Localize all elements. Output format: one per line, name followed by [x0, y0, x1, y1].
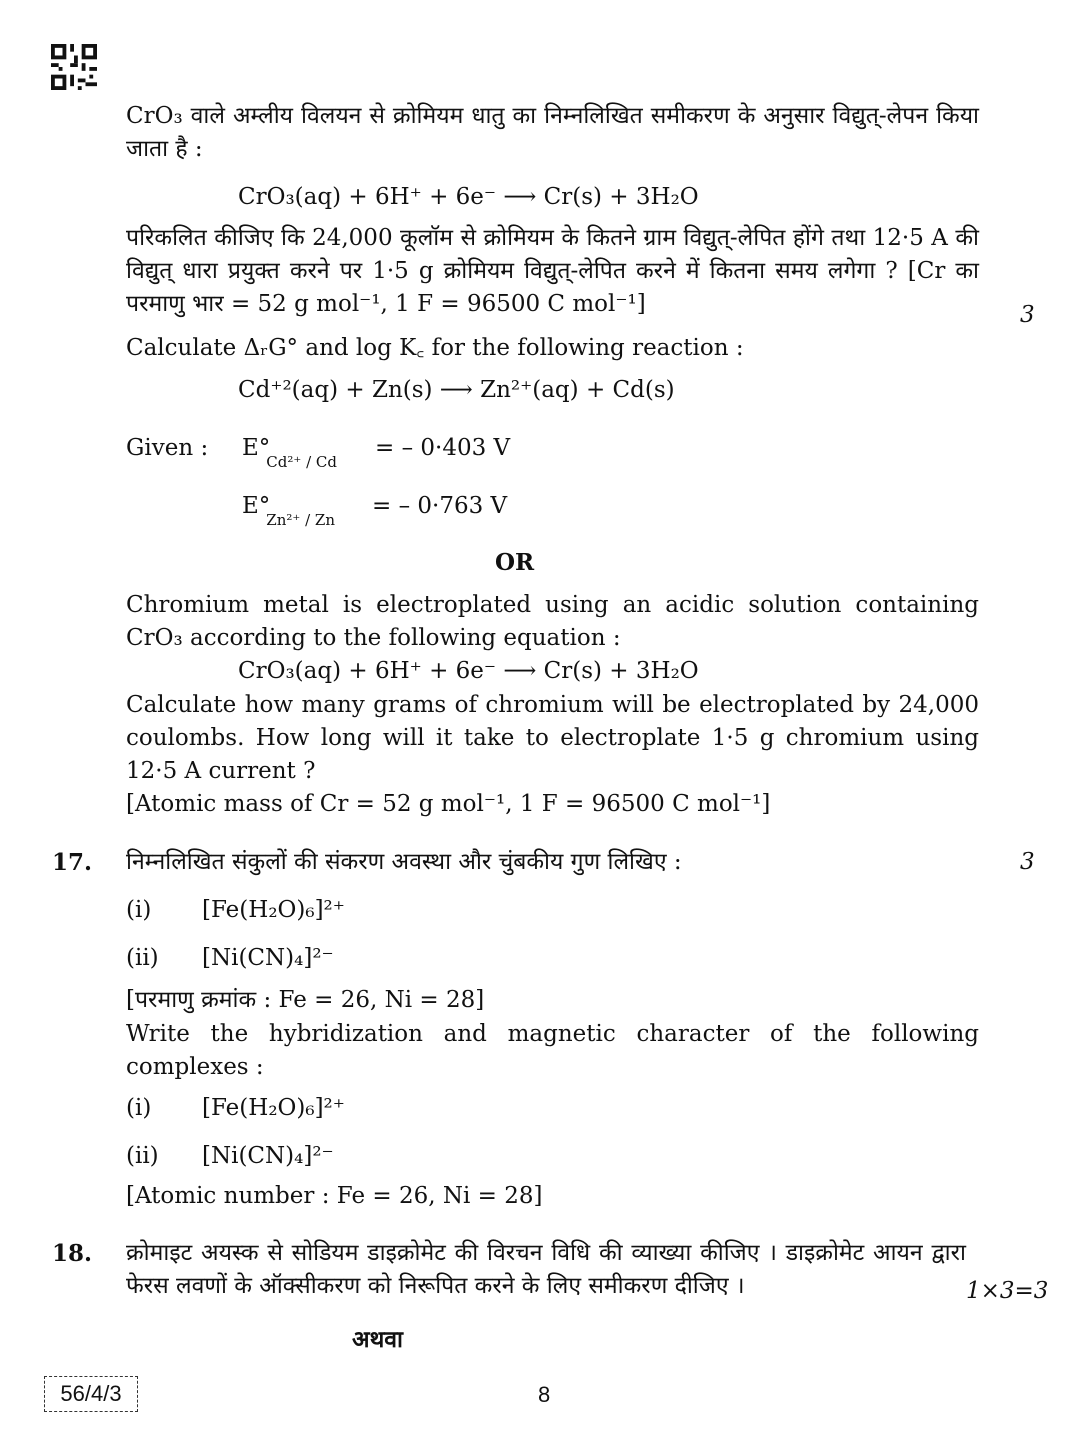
e-zn-value: = – 0·763 V [372, 493, 508, 519]
electroplating-equation-hindi: CrO₃(aq) + 6H⁺ + 6e⁻ ⟶ Cr(s) + 3H₂O [238, 184, 699, 210]
q18-marks: 1×3=3 [966, 1278, 1049, 1304]
q17-marks: 3 [1020, 849, 1035, 875]
q17-hindi-note: [परमाणु क्रमांक : Fe = 26, Ni = 28] [126, 987, 485, 1013]
atomic-mass-note: [Atomic mass of Cr = 52 g mol⁻¹, 1 F = 96500 C mol⁻¹] [126, 791, 771, 817]
q17-hi-item-i-label: (i) [126, 897, 152, 923]
intro-hindi-paragraph: परिकलित कीजिए कि 24,000 कूलॉम से क्रोमियम के कितने ग्राम विद्युत्-लेपित होंगे तथा 12·5 A की विद्युत् धारा प्रयुक्त करने पर 1·5 g क्रोमियम विद्युत्-लेपित करने में कितना समय लगेगा ? [Cr का परमाणु भार = 52 g mol⁻¹, 1 F = 96500 C mol⁻¹] [126, 225, 979, 317]
q17-english-text: Write the hybridization and magnetic character of the following complexes : [126, 1021, 979, 1080]
e-cd-value: = – 0·403 V [375, 435, 511, 461]
or-hindi-heading: अथवा [352, 1326, 404, 1353]
q17-hindi-text: निम्नलिखित संकुलों की संकरण अवस्था और चुंबकीय गुण लिखिए : [126, 849, 682, 875]
q17-en-item-ii-formula: [Ni(CN)₄]²⁻ [202, 1143, 334, 1169]
e-cd-subscript: Cd²⁺ / Cd [266, 453, 337, 471]
e-zn-subscript: Zn²⁺ / Zn [266, 511, 335, 529]
q18-hindi-text: क्रोमाइट अयस्क से सोडियम डाइक्रोमेट की विरचन विधि की व्याख्या कीजिए । डाइक्रोमेट आयन द्वारा फेरस लवणों के ऑक्सीकरण को निरूपित करने के लिए समीकरण दीजिए । [126, 1240, 966, 1299]
e-zn-e: E° [242, 493, 271, 519]
english-para-2: Calculate how many grams of chromium will be electroplated by 24,000 coulombs. How long will it take to electroplate 1·5 g chromium using 12·5 A current ? [126, 692, 979, 784]
electroplating-equation-english: CrO₃(aq) + 6H⁺ + 6e⁻ ⟶ Cr(s) + 3H₂O [238, 658, 699, 684]
q17-en-item-i-formula: [Fe(H₂O)₆]²⁺ [202, 1095, 345, 1121]
reaction-equation: Cd⁺²(aq) + Zn(s) ⟶ Zn²⁺(aq) + Cd(s) [238, 377, 675, 403]
english-para-1: Chromium metal is electroplated using an acidic solution containing CrO₃ according to the following equation : [126, 592, 979, 651]
given-label: Given : [126, 435, 209, 461]
q17-hi-item-ii-label: (ii) [126, 945, 159, 971]
q17-hi-item-i-formula: [Fe(H₂O)₆]²⁺ [202, 897, 345, 923]
e-cd-symbol [242, 432, 341, 471]
question-number-18: 18. [52, 1240, 93, 1267]
page-number: 8 [538, 1382, 551, 1407]
question-number-17: 17. [52, 849, 93, 876]
qr-code [50, 44, 98, 90]
q17-en-item-ii-label: (ii) [126, 1143, 159, 1169]
e-zn-symbol [242, 490, 339, 529]
calculate-line: Calculate ΔᵣG° and log K꜀ for the following reaction : [126, 335, 744, 361]
e-cd-e: E° [242, 435, 271, 461]
or-heading: OR [495, 549, 535, 576]
paper-code-box: 56/4/3 [44, 1376, 138, 1412]
intro-hindi-line: CrO₃ वाले अम्लीय विलयन से क्रोमियम धातु का निम्नलिखित समीकरण के अनुसार विद्युत्-लेपन किया जाता है : [126, 103, 979, 162]
q17-hi-item-ii-formula: [Ni(CN)₄]²⁻ [202, 945, 334, 971]
q17-en-item-i-label: (i) [126, 1095, 152, 1121]
marks-label: 3 [1020, 302, 1035, 328]
q17-english-note: [Atomic number : Fe = 26, Ni = 28] [126, 1183, 543, 1209]
